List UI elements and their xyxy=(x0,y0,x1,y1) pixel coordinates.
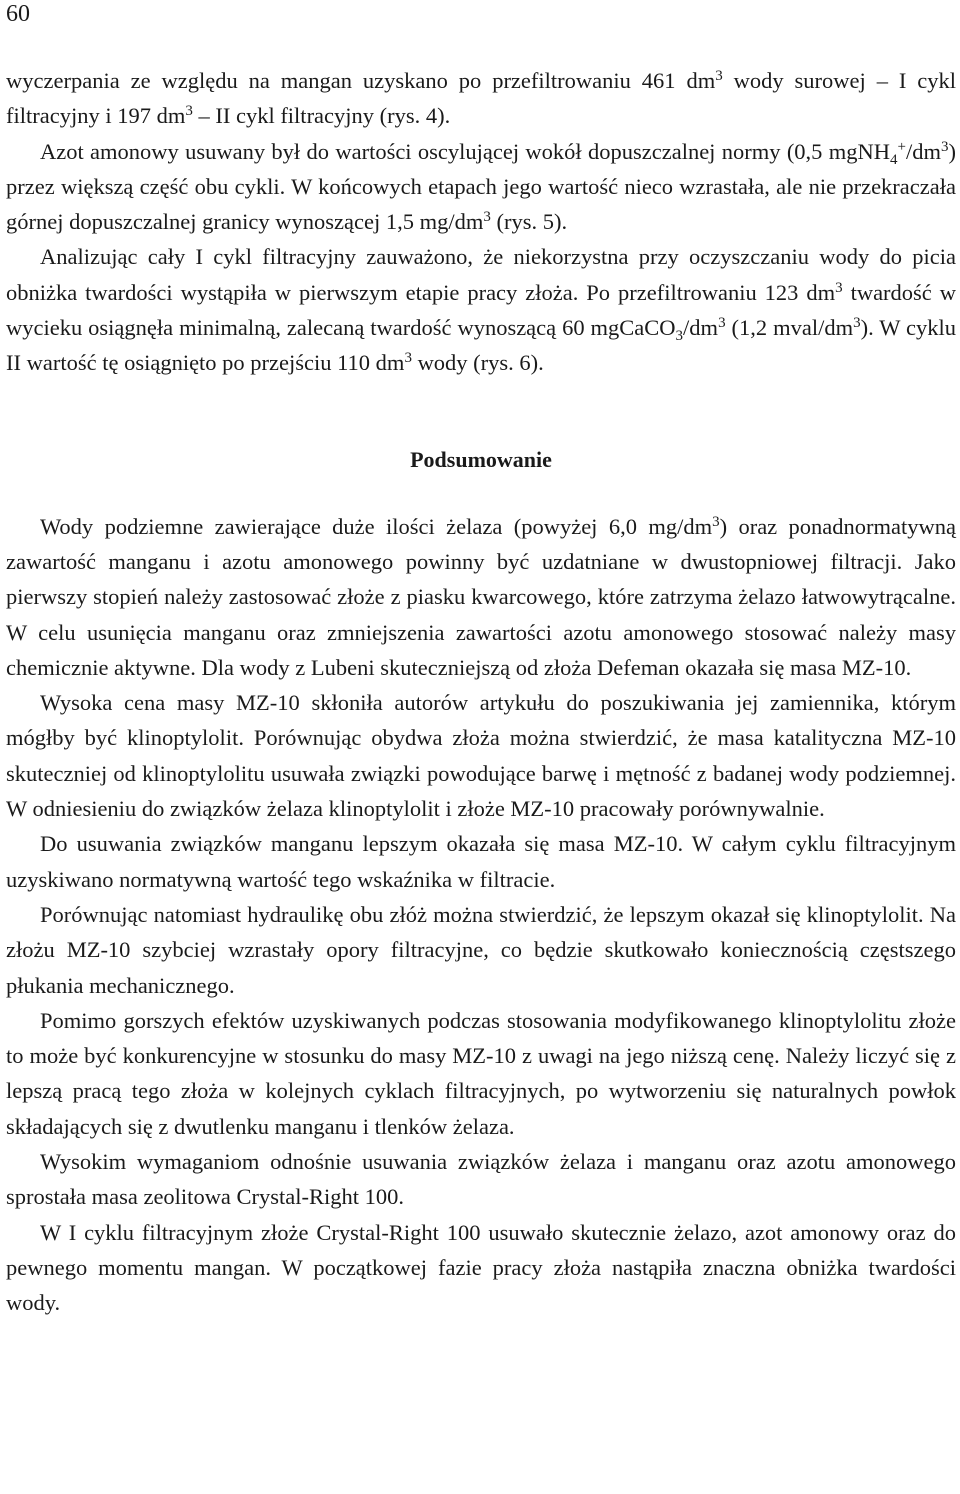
superscript: 3 xyxy=(483,209,491,226)
superscript: 3 xyxy=(941,138,949,155)
text-segment: ). W cyklu II wartość tę osiągnięto po przejściu 110 dm xyxy=(6,315,957,376)
paragraph-intro-3 xyxy=(6,239,956,380)
subscript: 4 xyxy=(890,151,898,168)
text-segment: /dm xyxy=(683,315,719,341)
paragraph-summary-7: W I cyklu filtracyjnym złoże Crystal-Right 100 usuwało skutecznie żelazo, azot amonowy oraz do pewnego momentu mangan. W początkowej fazie pracy złoża nastąpiła znaczna obniżka twardości wody. xyxy=(6,1219,956,1316)
superscript: 3 xyxy=(712,513,720,530)
text-segment: twardość w wycieku osiągnęła minimalną, zalecaną twardość wynoszącą 60 mgCaCO xyxy=(6,279,956,341)
text-segment: /dm xyxy=(905,138,941,164)
paragraph-intro-2 xyxy=(6,134,956,240)
page-number: 60 xyxy=(6,1,30,27)
superscript: 3 xyxy=(835,279,843,296)
superscript: + xyxy=(897,138,906,155)
text-segment: wody surowej – I cykl filtracyjny i 197 dm xyxy=(6,68,956,129)
paragraph-summary-5: Pomimo gorszych efektów uzyskiwanych podczas stosowania modyfikowanego klinoptylolitu złoże to może być konkurencyjne w stosunku do masy MZ-10 z uwagi na jego niższą cenę. Należy liczyć się z lepszą pracą tego złoża w kolejnych cyklach filtracyjnych, po wytworzeniu się naturalnych powłok składających się z dwutlenku manganu i tlenków żelaza. xyxy=(6,1007,956,1139)
text-segment: Wody podziemne zawierające duże ilości żelaza (powyżej 6,0 mg/dm xyxy=(40,513,713,539)
text-segment: Analizując cały I cykl filtracyjny zauważono, że niekorzystna przy oczyszczaniu wody do picia obniżka twardości wystąpiła w pierwszym etapie pracy złoża. Po przefiltrowaniu 123 dm xyxy=(6,244,956,305)
text-segment: – II cykl filtracyjny (rys. 4). xyxy=(192,103,451,129)
section-title: Podsumowanie xyxy=(410,446,552,472)
text-segment: wody (rys. 6). xyxy=(411,350,544,376)
superscript: 3 xyxy=(718,315,726,332)
text-segment: ) oraz ponadnormatywną zawartość manganu i azotu amonowego powinny być uzdatniane w dwustopniowej filtracji. Jako pierwszy stopień należy zastosować złoże z piasku kwarcowego, które zatrzyma żelazo łatwowytrącalne. W celu usunięcia manganu oraz zmniejszenia zawartości azotu amonowego stosować należy masy chemicznie aktywne. Dla wody z Lubeni skuteczniejszą od złoża Defeman okazała się masa MZ-10. xyxy=(6,513,956,680)
superscript: 3 xyxy=(715,68,723,84)
paragraph-summary-4: Porównując natomiast hydraulikę obu złóż można stwierdzić, że lepszym okazał się klinoptylolit. Na złożu MZ-10 szybciej wzrastały opory filtracyjne, co będzie skutkowało koniecznością częstszego płukania mechanicznego. xyxy=(6,901,956,998)
text-segment: (rys. 5). xyxy=(490,209,568,235)
page-body xyxy=(6,63,956,1321)
paragraph-summary-2: Wysoka cena masy MZ-10 skłoniła autorów artykułu do poszukiwania jej zamiennika, którym mógłby być klinoptylolit. Porównując obydwa złoża można stwierdzić, że masa katalityczna MZ-10 skuteczniej od klinoptylolitu usuwała związki powodujące barwę i mętność z badanej wody podziemnej. W odniesieniu do związków żelaza klinoptylolit i złoże MZ-10 pracowały porównywalnie. xyxy=(6,690,956,822)
superscript: 3 xyxy=(853,315,861,332)
paragraph-summary-3: Do usuwania związków manganu lepszym okazała się masa MZ-10. W całym cyklu filtracyjnym uzyskiwano normatywną wartość tego wskaźnika w filtracie. xyxy=(6,831,956,892)
text-segment: wyczerpania ze względu na mangan uzyskano po przefiltrowaniu 461 dm xyxy=(6,68,716,93)
text-segment: ) przez większą część obu cykli. W końcowych etapach jego wartość nieco wzrastała, ale nie przekraczała górnej dopuszczalnej granicy wynoszącej 1,5 mg/dm xyxy=(6,138,956,235)
superscript: 3 xyxy=(185,103,193,120)
text-segment: (1,2 mval/dm xyxy=(725,315,854,341)
superscript: 3 xyxy=(404,350,412,367)
paragraph-summary-1 xyxy=(6,509,956,685)
paragraph-summary-6: Wysokim wymaganiom odnośnie usuwania związków żelaza i manganu oraz azotu amonowego sprostała masa zeolitowa Crystal-Right 100. xyxy=(6,1149,956,1210)
paragraph-intro-1 xyxy=(6,63,956,134)
subscript: 3 xyxy=(675,328,684,345)
text-segment: Azot amonowy usuwany był do wartości oscylującej wokół dopuszczalnej normy (0,5 mgNH xyxy=(40,138,891,164)
